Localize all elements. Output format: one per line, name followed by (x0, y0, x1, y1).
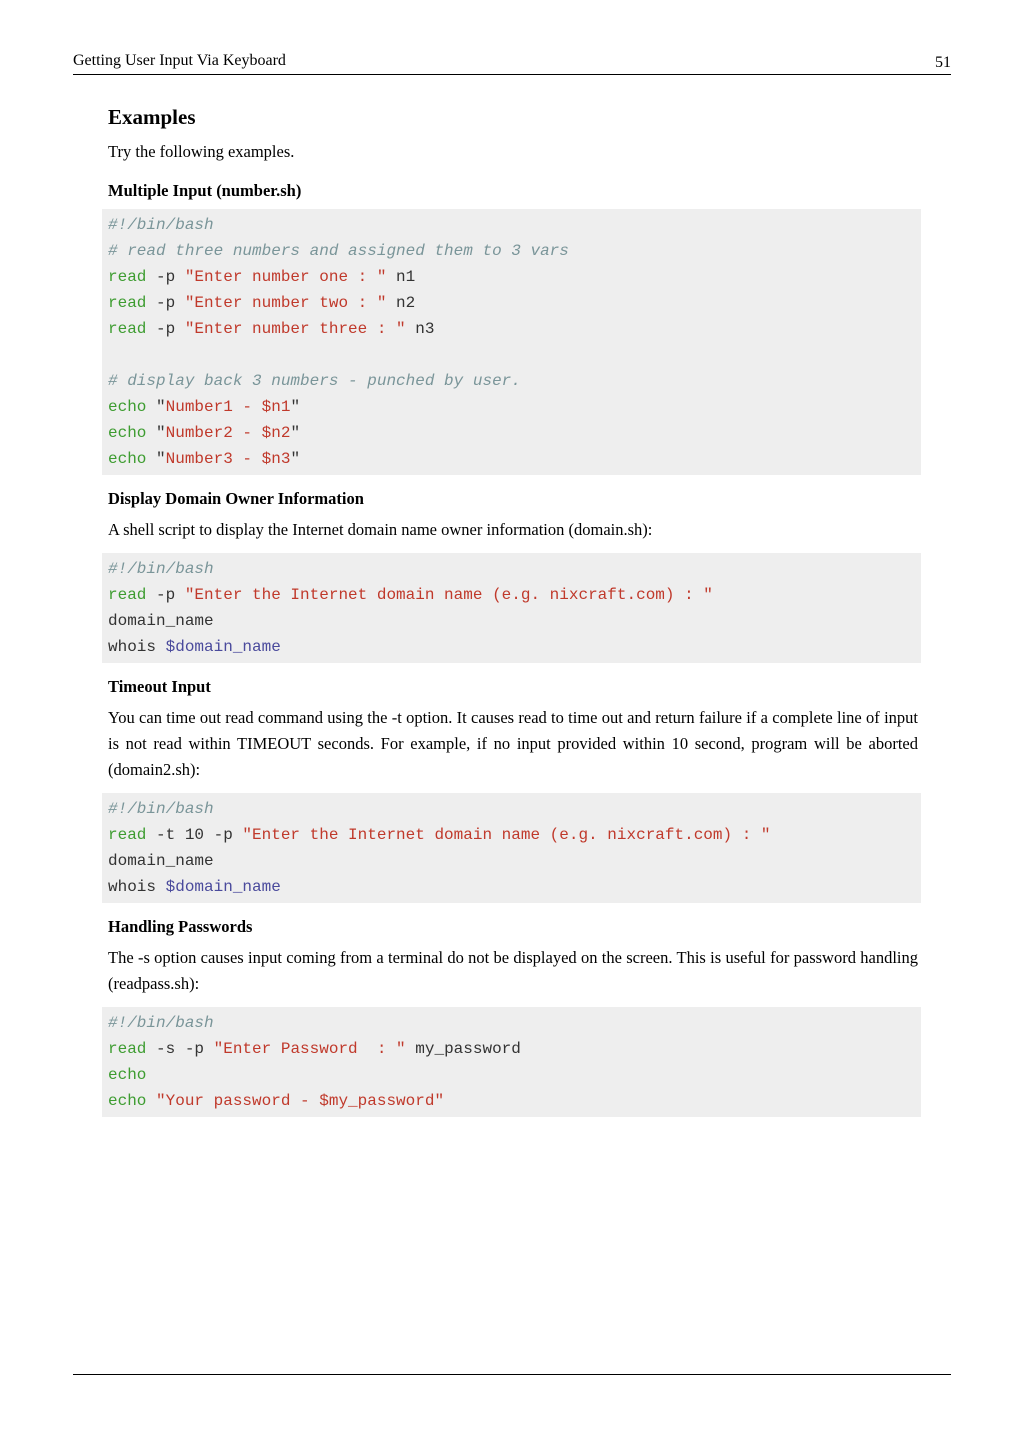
code-keyword: read (108, 1040, 147, 1058)
code-keyword: read (108, 826, 147, 844)
intro-text: Try the following examples. (108, 142, 295, 161)
page-content (108, 103, 918, 1117)
code-string: Number3 - $n3 (165, 450, 291, 468)
code-text: " (290, 450, 301, 468)
code-text: domain_name (108, 852, 214, 870)
code-text: n3 (405, 320, 435, 338)
code-line (108, 420, 921, 446)
subsection-title-handling-passwords: Handling Passwords (108, 917, 253, 936)
code-text: n2 (386, 294, 416, 312)
subsection-title-multiple-input: Multiple Input (number.sh) (108, 181, 302, 200)
code-text (146, 1092, 156, 1110)
code-line (108, 316, 921, 342)
paragraph-handling-passwords: The -s option causes input coming from a terminal do not be displayed on the screen. This is useful for password handling (readpass.sh): (108, 948, 918, 993)
code-string: "Enter the Internet domain name (e.g. nixcraft.com) : " (242, 826, 771, 844)
code-block-domain-sh (102, 553, 921, 663)
code-text: " (146, 450, 166, 468)
code-line (108, 212, 921, 238)
running-header (73, 50, 951, 75)
code-keyword: echo (108, 1092, 147, 1110)
code-block-readpass-sh (102, 1007, 921, 1117)
code-string: "Your password - $my_password" (156, 1092, 445, 1110)
code-text: " (146, 398, 166, 416)
code-line (108, 608, 921, 634)
code-string: "Enter number three : " (184, 320, 406, 338)
code-block-domain2-sh (102, 793, 921, 903)
code-keyword: read (108, 320, 147, 338)
code-line (108, 874, 921, 900)
code-keyword: echo (108, 398, 147, 416)
code-comment: #!/bin/bash (108, 800, 214, 818)
code-string: Number2 - $n2 (165, 424, 291, 442)
code-string: "Enter Password : " (213, 1040, 406, 1058)
code-string: "Enter number one : " (184, 268, 387, 286)
code-comment: #!/bin/bash (108, 1014, 214, 1032)
code-line (108, 1010, 921, 1036)
code-text: n1 (386, 268, 416, 286)
code-keyword: echo (108, 1066, 147, 1084)
code-text: -p (146, 320, 185, 338)
header-title: Getting User Input Via Keyboard (73, 52, 286, 69)
footer-rule (73, 1374, 951, 1375)
code-line (108, 238, 921, 264)
code-text: -p (146, 294, 185, 312)
code-text: -p (146, 268, 185, 286)
code-line (108, 368, 921, 394)
code-line (108, 634, 921, 660)
code-text: my_password (405, 1040, 521, 1058)
code-keyword: read (108, 294, 147, 312)
code-keyword: read (108, 586, 147, 604)
code-keyword: read (108, 268, 147, 286)
code-text: " (290, 398, 301, 416)
code-comment: # display back 3 numbers - punched by user. (108, 372, 521, 390)
paragraph-domain-owner: A shell script to display the Internet domain name owner information (domain.sh): (108, 520, 653, 539)
code-line (108, 264, 921, 290)
code-comment: #!/bin/bash (108, 560, 214, 578)
code-line (108, 822, 921, 848)
code-line (108, 1036, 921, 1062)
page-number: 51 (935, 54, 951, 71)
subsection-title-timeout-input: Timeout Input (108, 677, 211, 696)
code-line (108, 290, 921, 316)
code-line (108, 342, 921, 368)
code-string: "Enter the Internet domain name (e.g. nixcraft.com) : " (184, 586, 713, 604)
code-text: -p (146, 586, 185, 604)
code-line (108, 394, 921, 420)
code-text: " (290, 424, 301, 442)
code-text: whois (108, 878, 166, 896)
code-block-number-sh (102, 209, 921, 475)
code-string: "Enter number two : " (184, 294, 387, 312)
code-line (108, 796, 921, 822)
paragraph-timeout-input: You can time out read command using the -t option. It causes read to time out and return failure if a complete line of input is not read within TIMEOUT seconds. For example, if no input provided within 10 second, program will be aborted (domain2.sh): (108, 708, 918, 779)
code-line (108, 446, 921, 472)
code-text: " (146, 424, 166, 442)
code-variable: $domain_name (165, 638, 281, 656)
subsection-title-domain-owner: Display Domain Owner Information (108, 489, 364, 508)
code-text: whois (108, 638, 166, 656)
code-keyword: echo (108, 450, 147, 468)
code-text: domain_name (108, 612, 214, 630)
code-line (108, 556, 921, 582)
code-line (108, 582, 921, 608)
code-keyword: echo (108, 424, 147, 442)
code-text: -t 10 -p (146, 826, 243, 844)
code-line (108, 1088, 921, 1114)
code-variable: $domain_name (165, 878, 281, 896)
code-comment: #!/bin/bash (108, 216, 214, 234)
code-string: Number1 - $n1 (165, 398, 291, 416)
code-comment: # read three numbers and assigned them to 3 vars (108, 242, 569, 260)
code-line (108, 1062, 921, 1088)
section-heading: Examples (108, 105, 196, 129)
code-line (108, 848, 921, 874)
code-text: -s -p (146, 1040, 214, 1058)
